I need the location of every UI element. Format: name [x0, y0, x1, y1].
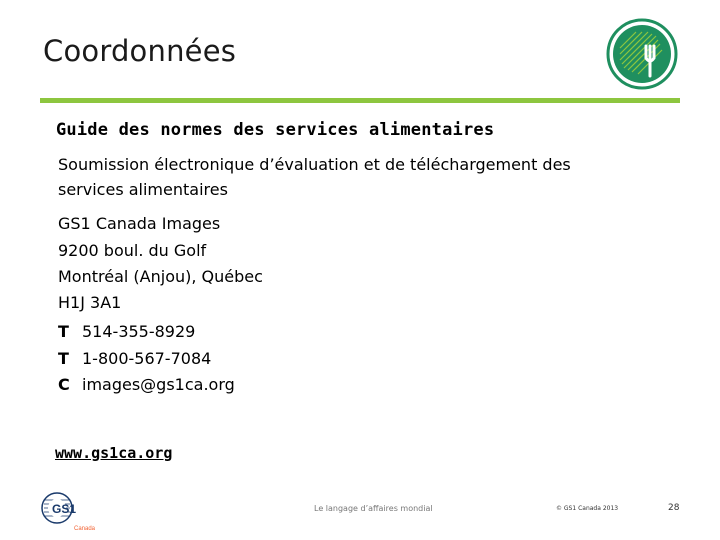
foodservice-badge-icon — [606, 18, 678, 90]
gs1-canada-logo — [40, 490, 110, 532]
contact-tollfree — [58, 349, 211, 368]
address-line: H1J 3A1 — [58, 293, 122, 312]
accent-divider — [40, 98, 680, 103]
address-line: GS1 Canada Images — [58, 214, 221, 233]
contact-phone — [58, 322, 195, 341]
section-subtitle: Guide des normes des services alimentaires — [56, 120, 495, 140]
contact-value: 1-800-567-7084 — [82, 349, 212, 368]
footer-copyright: © GS1 Canada 2013 — [556, 505, 619, 512]
contact-label: T — [58, 349, 69, 368]
address-line: 9200 boul. du Golf — [58, 241, 207, 260]
gs1-logo-text: GS1 — [52, 502, 77, 516]
contact-value: images@gs1ca.org — [82, 375, 235, 394]
page-number: 28 — [668, 503, 680, 513]
gs1-logo-icon — [40, 490, 110, 532]
contact-label: C — [58, 375, 70, 394]
address-line: Montréal (Anjou), Québec — [58, 267, 263, 286]
contact-label: T — [58, 322, 69, 341]
website-link[interactable]: www.gs1ca.org — [55, 444, 173, 462]
page-title: Coordonnées — [43, 34, 237, 68]
footer-tagline: Le langage d’affaires mondial — [314, 504, 433, 513]
contact-email — [58, 375, 235, 394]
contact-value: 514-355-8929 — [82, 322, 196, 341]
gs1-logo-subtext: Canada — [74, 526, 96, 532]
description-text: Soumission électronique d’évaluation et de téléchargement des services alimentaires — [58, 155, 571, 199]
